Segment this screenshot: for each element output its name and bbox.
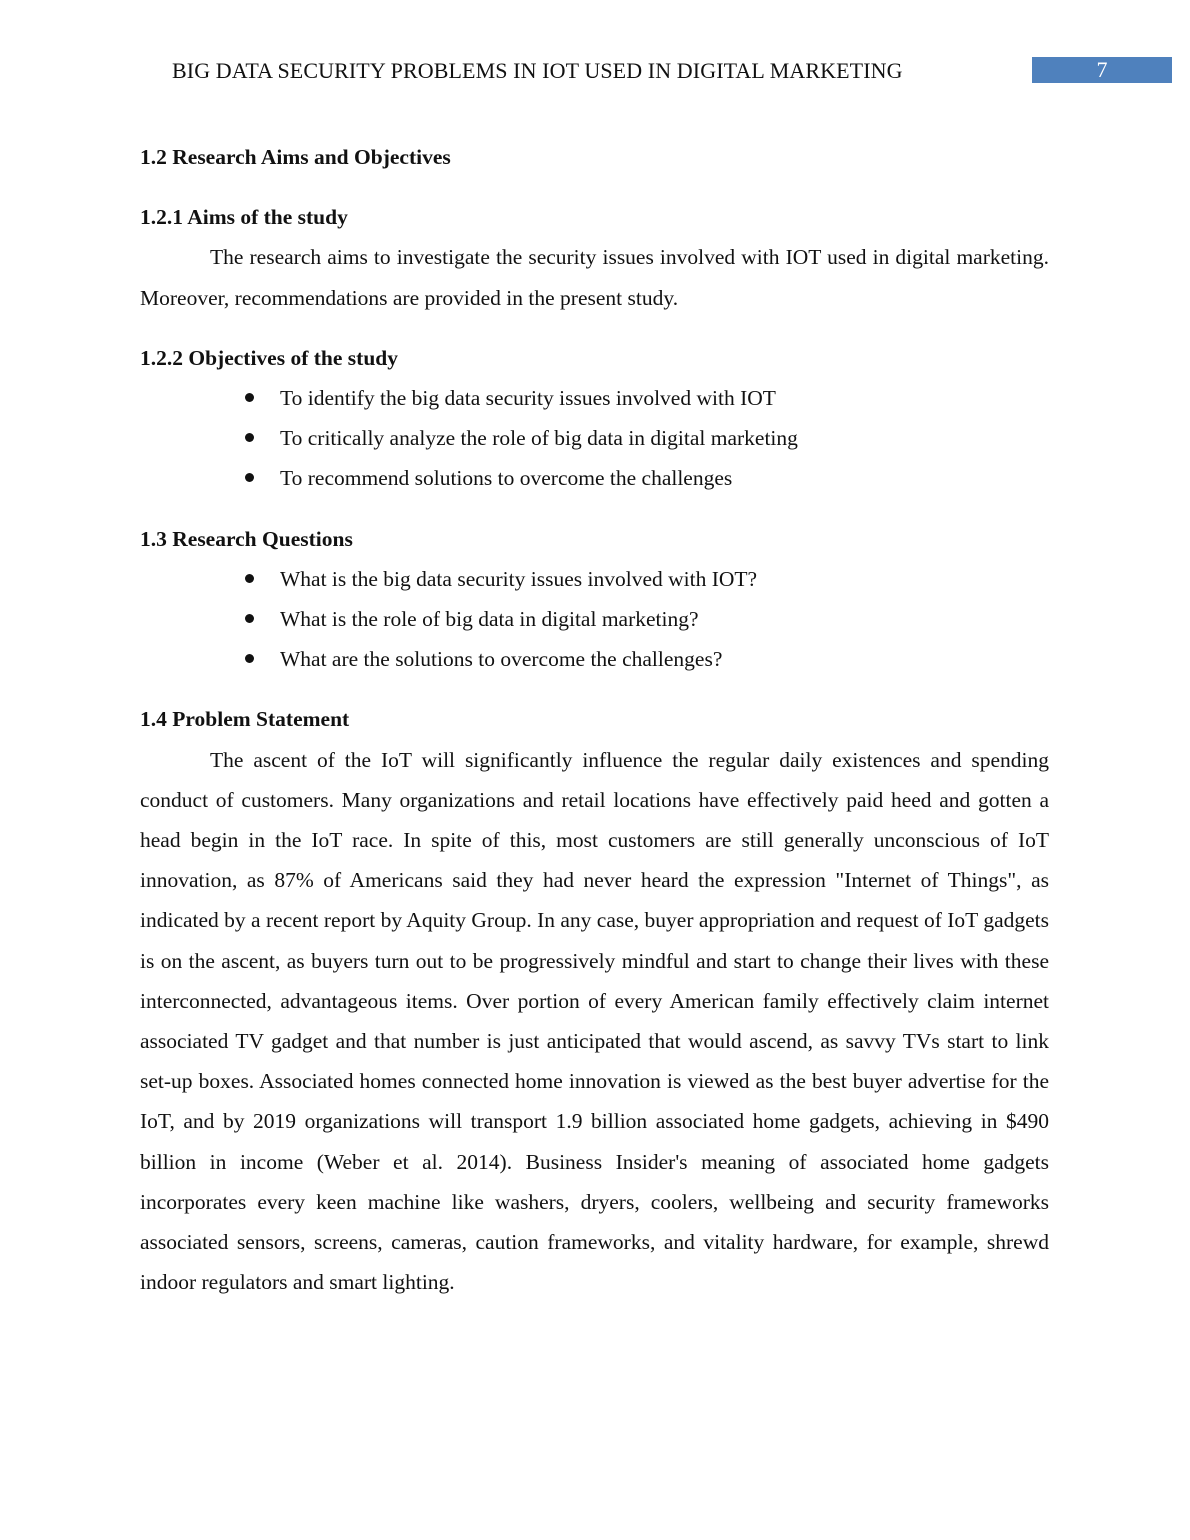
questions-list — [140, 559, 1049, 680]
list-item-text: What is the big data security issues involved with IOT? — [280, 566, 758, 591]
list-item — [140, 418, 1049, 458]
list-item — [140, 599, 1049, 639]
bullet-icon — [245, 614, 254, 623]
section-heading-questions: 1.3 Research Questions — [140, 526, 353, 551]
problem-statement-paragraph: The ascent of the IoT will significantly influence the regular daily existences and spending conduct of customers. Many organizations and retail locations have effectively paid heed and gotten a head begin in the IoT race. In spite of this, most customers are still generally unconscious of IoT innovation, as 87% of Americans said they had never heard the expression "Internet of Things", as indicated by a recent report by Aquity Group. In any case, buyer appropriation and request of IoT gadgets is on the ascent, as buyers turn out to be progressively mindful and start to change their lives with these interconnected, advantageous items. Over portion of every American family effectively claim internet associated TV gadget and that number is just anticipated that would ascend, as savvy TVs start to link set-up boxes. Associated homes connected home innovation is viewed as the best buyer advertise for the IoT, and by 2019 organizations will transport 1.9 billion associated home gadgets, achieving in $490 billion in income (Weber et al. 2014). Business Insider's meaning of associated home gadgets incorporates every keen machine like washers, dryers, coolers, wellbeing and security frameworks associated sensors, screens, cameras, caution frameworks, and vitality hardware, for example, shrewd indoor regulators and smart lighting. — [140, 747, 1049, 1295]
list-item-text: To recommend solutions to overcome the challenges — [280, 466, 733, 491]
bullet-icon — [245, 393, 254, 402]
document-body — [140, 137, 1049, 1302]
bullet-icon — [245, 473, 254, 482]
list-item-text: What is the role of big data in digital marketing? — [280, 607, 699, 632]
aims-paragraph: The research aims to investigate the security issues involved with IOT used in digital marketing. Moreover, recommendations are provided in the present study. — [140, 245, 1049, 310]
section-heading-objectives: 1.2.2 Objectives of the study — [140, 345, 398, 370]
list-item-text: To critically analyze the role of big data in digital marketing — [280, 426, 798, 451]
bullet-icon — [245, 433, 254, 442]
bullet-icon — [245, 574, 254, 583]
objectives-list — [140, 378, 1049, 499]
bullet-icon — [245, 654, 254, 663]
list-item-text: What are the solutions to overcome the challenges? — [280, 647, 723, 672]
list-item — [140, 559, 1049, 599]
running-header-title: BIG DATA SECURITY PROBLEMS IN IOT USED IN DIGITAL MARKETING — [172, 58, 903, 83]
list-item — [140, 639, 1049, 679]
list-item-text: To identify the big data security issues involved with IOT — [280, 386, 776, 411]
section-heading-problem-statement: 1.4 Problem Statement — [140, 707, 350, 732]
section-heading-aims-objectives: 1.2 Research Aims and Objectives — [140, 145, 451, 169]
list-item — [140, 458, 1049, 498]
page-number: 7 — [1032, 57, 1172, 83]
section-heading-aims: 1.2.1 Aims of the study — [140, 205, 348, 230]
list-item — [140, 378, 1049, 418]
